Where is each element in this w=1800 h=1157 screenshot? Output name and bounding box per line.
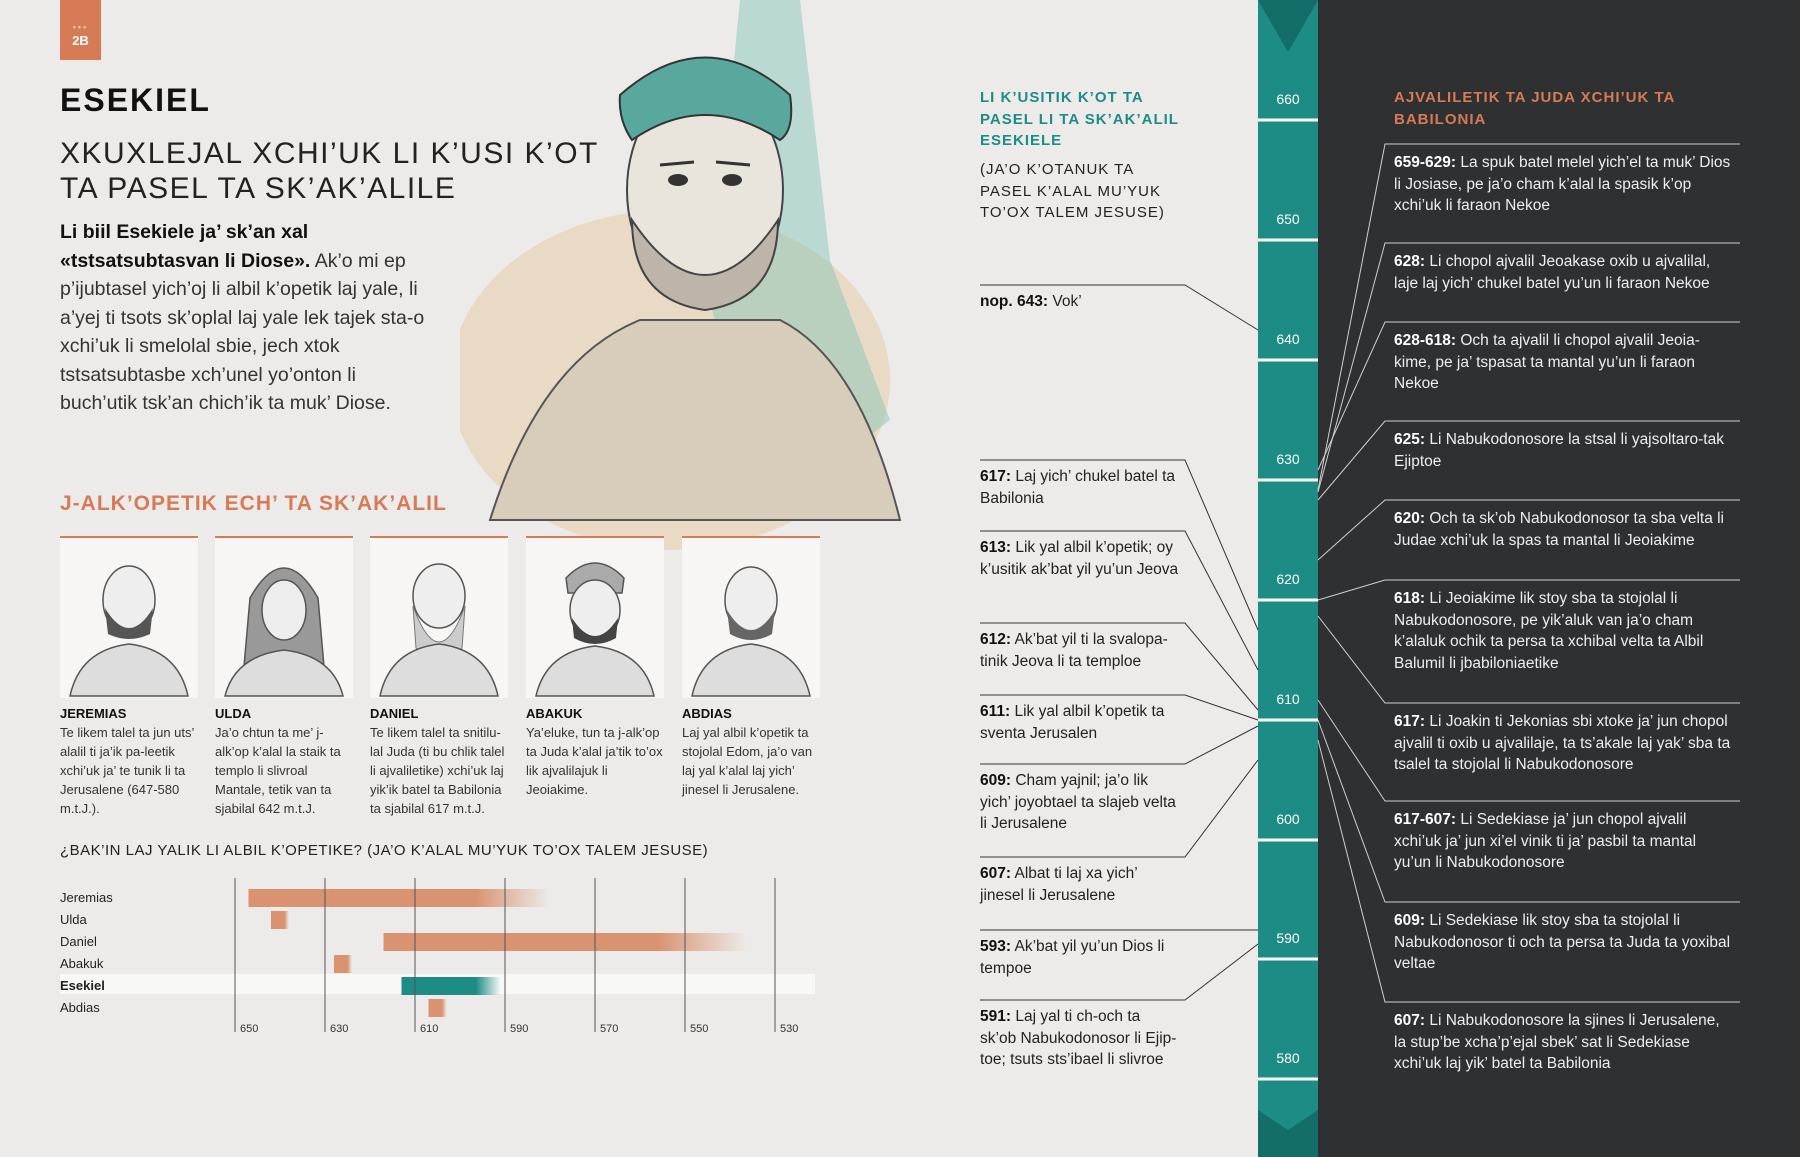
event-year: 617-607: [1394, 811, 1457, 828]
events-title: LI K’USITIK K’OT TA PASEL LI TA SK’AK’ALIL ESEKIELE [980, 89, 1179, 149]
timeline-tick-label: 610 [1276, 691, 1300, 707]
chart-title: ¿BAK’IN LAJ YALIK LI ALBIL K’OPETIKE? (JA’O K’ALAL MU’YUK TO’OX TALEM JESUSE) [60, 842, 709, 859]
section-title: J-ALK’OPETIK ECH’ TA SK’AK’ALIL [60, 492, 447, 515]
event-year: 628-618: [1394, 332, 1457, 349]
event-text: Och ta ajvalil li chopol ajvalil Jeoia-kime, pe ja’ tspasat ta mantal yu’un li faraon Nekoe [1394, 332, 1700, 392]
chart-tick-label: 630 [330, 1023, 349, 1035]
chart-tick-label: 590 [510, 1023, 529, 1035]
prophet-desc: Ya’eluke, tun ta j-alk’op ta Juda k’alal ja’tik to’ox lik ajvalilajuk li Jeoiakime. [526, 725, 663, 797]
chart-row-label: Abakuk [60, 956, 104, 971]
event-text: Ak’bat yil yu’un Dios li tempoe [980, 938, 1165, 977]
events-subtitle: (JA’O K’OTANUK TA PASEL K’ALAL MU’YUK TO’OX TALEM JESUSE) [980, 161, 1165, 221]
page-subtitle: XKUXLEJAL XCHI’UK LI K’USI K’OT TA PASEL TA SK’AK’ALILE [60, 137, 599, 205]
event-year: 659-629: [1394, 154, 1457, 171]
chart-tick-label: 650 [240, 1023, 259, 1035]
king-event-item [1394, 251, 1734, 294]
event-item [980, 537, 1180, 580]
event-item [980, 291, 1180, 313]
intro-body: Ak’o mi ep p’ijubtasel yich’oj li albil k’opetik laj yale, li a’yej ti tsots sk’oplal laj yale lek tajek sta-o xchi’uk li smelolal sbie, jech xtok tstsatsubtasbe xch’unel yo’onton li buch’utik tsk’an chich’ik ta muk’ Diose. [60, 249, 425, 414]
king-event-item [1394, 1010, 1734, 1075]
king-event-item [1394, 152, 1734, 217]
badge-dots: ••• [72, 22, 89, 32]
event-item [980, 1006, 1180, 1071]
timeline-bottom-arrow [1258, 1110, 1318, 1157]
chart-row-label: Daniel [60, 934, 97, 949]
event-item [980, 936, 1180, 979]
prophet-name: ABAKUK [526, 706, 583, 721]
event-year: 617: [980, 468, 1012, 485]
event-item [980, 466, 1180, 509]
event-item [980, 701, 1180, 744]
timeline-tick-label: 580 [1276, 1050, 1300, 1066]
prophet-name: ABDIAS [682, 706, 732, 721]
chart-tick-label: 550 [690, 1023, 709, 1035]
chart-tick-label: 530 [780, 1023, 799, 1035]
timeline-tick-label: 590 [1276, 930, 1300, 946]
king-event-item [1394, 508, 1734, 551]
chart-row-label: Jeremias [60, 890, 113, 905]
king-event-item [1394, 711, 1734, 776]
event-text: Li Nabukodonosore la stsal li yajsoltaro-tak Ejiptoe [1394, 431, 1724, 470]
prophet-desc: Te likem talel ta snitilu-lal Juda (ti bu chlik talel li ajvaliletike) xchi’uk laj yik’ik batel ta Babilonia ta sjabilal 617 m.t.J. [370, 725, 505, 816]
timeline-tick-label: 600 [1276, 811, 1300, 827]
event-year: 611: [980, 703, 1011, 720]
event-text: Li Sedekiase ja’ jun chopol ajvalil xchi’uk ja’ jun xi’el vinik ti ja’ pasbil ta mantal yu’un li Nabukodonosore [1394, 811, 1697, 871]
event-year: 607: [980, 865, 1012, 882]
event-text: Ak’bat yil ti la svalopa-tinik Jeova li ta temploe [980, 631, 1168, 670]
timeline-tick-label: 620 [1276, 571, 1300, 587]
timeline-top-arrow [1258, 0, 1318, 52]
event-text: Li Joakin ti Jekonias sbi xtoke ja’ jun chopol ajvalil ti oxib u ajvalilaje, ta ts’akale laj yak’ sba ta tsalel ta stojolal li Nabukodonosore [1394, 713, 1731, 773]
king-event-item [1394, 429, 1734, 472]
event-year: 607: [1394, 1012, 1426, 1029]
prophet-name: DANIEL [370, 706, 419, 721]
timeline-tick-label: 630 [1276, 451, 1300, 467]
event-item [980, 863, 1180, 906]
chart-tick-label: 610 [420, 1023, 439, 1035]
chart-row-label: Ulda [60, 912, 87, 927]
king-event-item [1394, 910, 1734, 975]
event-text: Laj yal ti ch-och ta sk’ob Nabukodonosor li Ejip-toe; tsuts sts’ibael li slivroe [980, 1008, 1177, 1068]
event-text: Li Nabukodonosore la sjines li Jerusalene, la stup’be xcha’p’ejal sbek’ sat li Sedekiase xchi’uk laj yik’ batel ta Babilonia [1394, 1012, 1720, 1072]
timeline-tick-label: 640 [1276, 331, 1300, 347]
king-event-item [1394, 588, 1734, 674]
intro-bold: Li biil Esekiele ja’ sk’an xal «tstsatsubtasvan li Diose». [60, 221, 311, 272]
event-text: Li Sedekiase lik stoy sba ta stojolal li Nabukodonosor ti och ta persa ta Juda ta yoxibal veltae [1394, 912, 1731, 972]
event-year: 625: [1394, 431, 1426, 448]
page-title: ESEKIEL [60, 82, 211, 118]
prophet-name: ULDA [215, 706, 252, 721]
event-text: Lik yal albil k’opetik; oy k’usitik ak’bat yil yu’un Jeova [980, 539, 1179, 578]
timeline-tick-label: 660 [1276, 91, 1300, 107]
prophet-desc: Ja’o chtun ta me’ j-alk’op k’alal la staik ta templo li slivroal Mantale, tetik van ta sjabilal 642 m.t.J. [215, 725, 341, 816]
event-year: 617: [1394, 713, 1426, 730]
event-text: Li Jeoiakime lik stoy sba ta stojolal li Nabukodonosore, pe yik’aluk van ja’o cham k’alaluk ochik ta persa ta xchibal velta ta Albil Balumil li jbabiloniaetike [1394, 590, 1704, 672]
event-text: La spuk batel melel yich’el ta muk’ Dios li Josiase, pe ja’o cham k’alal la spasik k’op xchi’uk li faraon Nekoe [1394, 154, 1731, 214]
event-item [980, 770, 1180, 835]
event-year: 609: [980, 772, 1012, 789]
event-text: Vok’ [1048, 293, 1082, 310]
prophet-desc: Te likem talel ta jun uts’ alalil ti ja’ik pa-leetik xchi’uk ja’ te tunik li ta Jerusalene (647-580 m.t.J.). [60, 725, 194, 816]
event-year: 620: [1394, 510, 1426, 527]
chart-row-label: Abdias [60, 1000, 100, 1015]
badge-number: 2B [72, 33, 89, 48]
event-year: 593: [980, 938, 1012, 955]
event-year: nop. 643: [980, 293, 1049, 310]
event-year: 628: [1394, 253, 1426, 270]
event-year: 618: [1394, 590, 1426, 607]
event-text: Laj yich’ chukel batel ta Babilonia [980, 468, 1176, 507]
prophet-name: JEREMIAS [60, 706, 127, 721]
prophet-desc: Laj yal albil k’opetik ta stojolal Edom, ja’o van laj yal k’alal laj yich’ jinesel li Jerusalene. [682, 725, 813, 797]
event-year: 612: [980, 631, 1012, 648]
event-text: Albat ti laj xa yich’ jinesel li Jerusalene [980, 865, 1138, 904]
event-item [980, 629, 1180, 672]
king-event-item [1394, 809, 1734, 874]
timeline-tick-label: 650 [1276, 211, 1300, 227]
chart-row-label: Esekiel [60, 978, 105, 993]
event-text: Och ta sk’ob Nabukodonosor ta sba velta li Judae xchi’uk la spas ta mantal li Jeoiakime [1394, 510, 1725, 549]
kings-title: AJVALILETIK TA JUDA XCHI’UK TA BABILONIA [1394, 89, 1675, 128]
event-year: 609: [1394, 912, 1426, 929]
event-year: 613: [980, 539, 1012, 556]
event-year: 591: [980, 1008, 1012, 1025]
king-event-item [1394, 330, 1734, 395]
event-text: Cham yajnil; ja’o lik yich’ joyobtael ta slajeb velta li Jerusalene [980, 772, 1176, 832]
event-text: Li chopol ajvalil Jeoakase oxib u ajvalilal, laje laj yich’ chukel batel yu’un li faraon Nekoe [1394, 253, 1711, 292]
event-text: Lik yal albil k’opetik ta sventa Jerusalen [980, 703, 1165, 742]
chart-tick-label: 570 [600, 1023, 619, 1035]
